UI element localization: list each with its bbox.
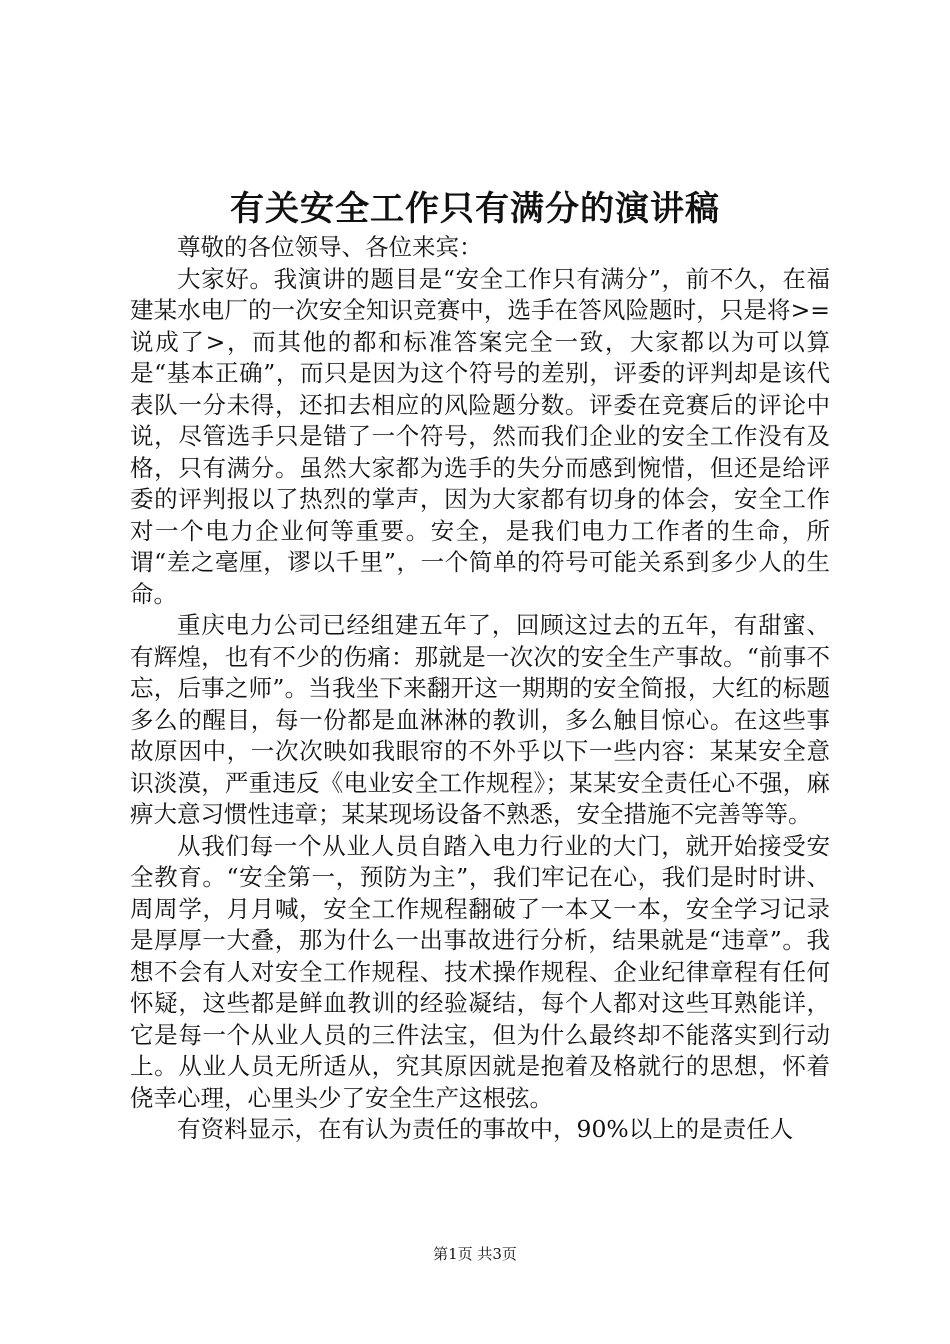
paragraph-3: 从我们每一个从业人员自踏入电力行业的大门，就开始接受安全教育。“安全第一，预防为主”，我们牢记在心，我们是时时讲、周周学，月月喊，安全工作规程翻破了一本又一本，安全学习记录是厚厚一大叠，那为什么一出事故进行分析，结果就是“违章”。我想不会有人对安全工作规程、技术操作规程、企业纪律章程有任何怀疑，这些都是鲜血教训的经验凝结，每个人都对这些耳熟能详，它是每一个从业人员的三件法宝，但为什么最终却不能落实到行动上。从业人员无所适从，究其原因就是抱着及格就行的思想，怀着侥幸心理，心里头少了安全生产这根弦。 <box>130 831 830 1112</box>
paragraph-2: 重庆电力公司已经组建五年了，回顾这过去的五年，有甜蜜、有辉煌，也有不少的伤痛：那就是一次次的安全生产事故。“前事不忘，后事之师”。当我坐下来翻开这一期期的安全简报，大红的标题多么的醒目，每一份都是血淋淋的教训，多么触目惊心。在这些事故原因中，一次次映如我眼帘的不外乎以下一些内容：某某安全意识淡漠，严重违反《电业安全工作规程》；某某安全责任心不强，麻痹大意习惯性违章；某某现场设备不熟悉，安全措施不完善等等。 <box>130 611 830 828</box>
page-number-footer: 第1页 共3页 <box>433 1245 517 1263</box>
document-title: 有关安全工作只有满分的演讲稿 <box>230 189 720 229</box>
paragraph-salutation: 尊敬的各位领导、各位来宾： <box>177 233 483 261</box>
document-body <box>130 232 830 1146</box>
paragraph-4: 有资料显示，在有认为责任的事故中，90%以上的是责任人 <box>177 1115 794 1143</box>
paragraph-1: 大家好。我演讲的题目是“安全工作只有满分”，前不久，在福建某水电厂的一次安全知识竞赛中，选手在答风险题时，只是将>=说成了>，而其他的都和标准答案完全一致，大家都以为可以算是“基本正确”，而只是因为这个符号的差别，评委的评判却是该代表队一分未得，还扣去相应的风险题分数。评委在竞赛后的评论中说，尽管选手只是错了一个符号，然而我们企业的安全工作没有及格，只有满分。虽然大家都为选手的失分而感到惋惜，但还是给评委的评判报以了热烈的掌声，因为大家都有切身的体会，安全工作对一个电力企业何等重要。安全，是我们电力工作者的生命，所谓“差之毫厘，谬以千里”，一个简单的符号可能关系到多少人的生命。 <box>130 264 830 608</box>
